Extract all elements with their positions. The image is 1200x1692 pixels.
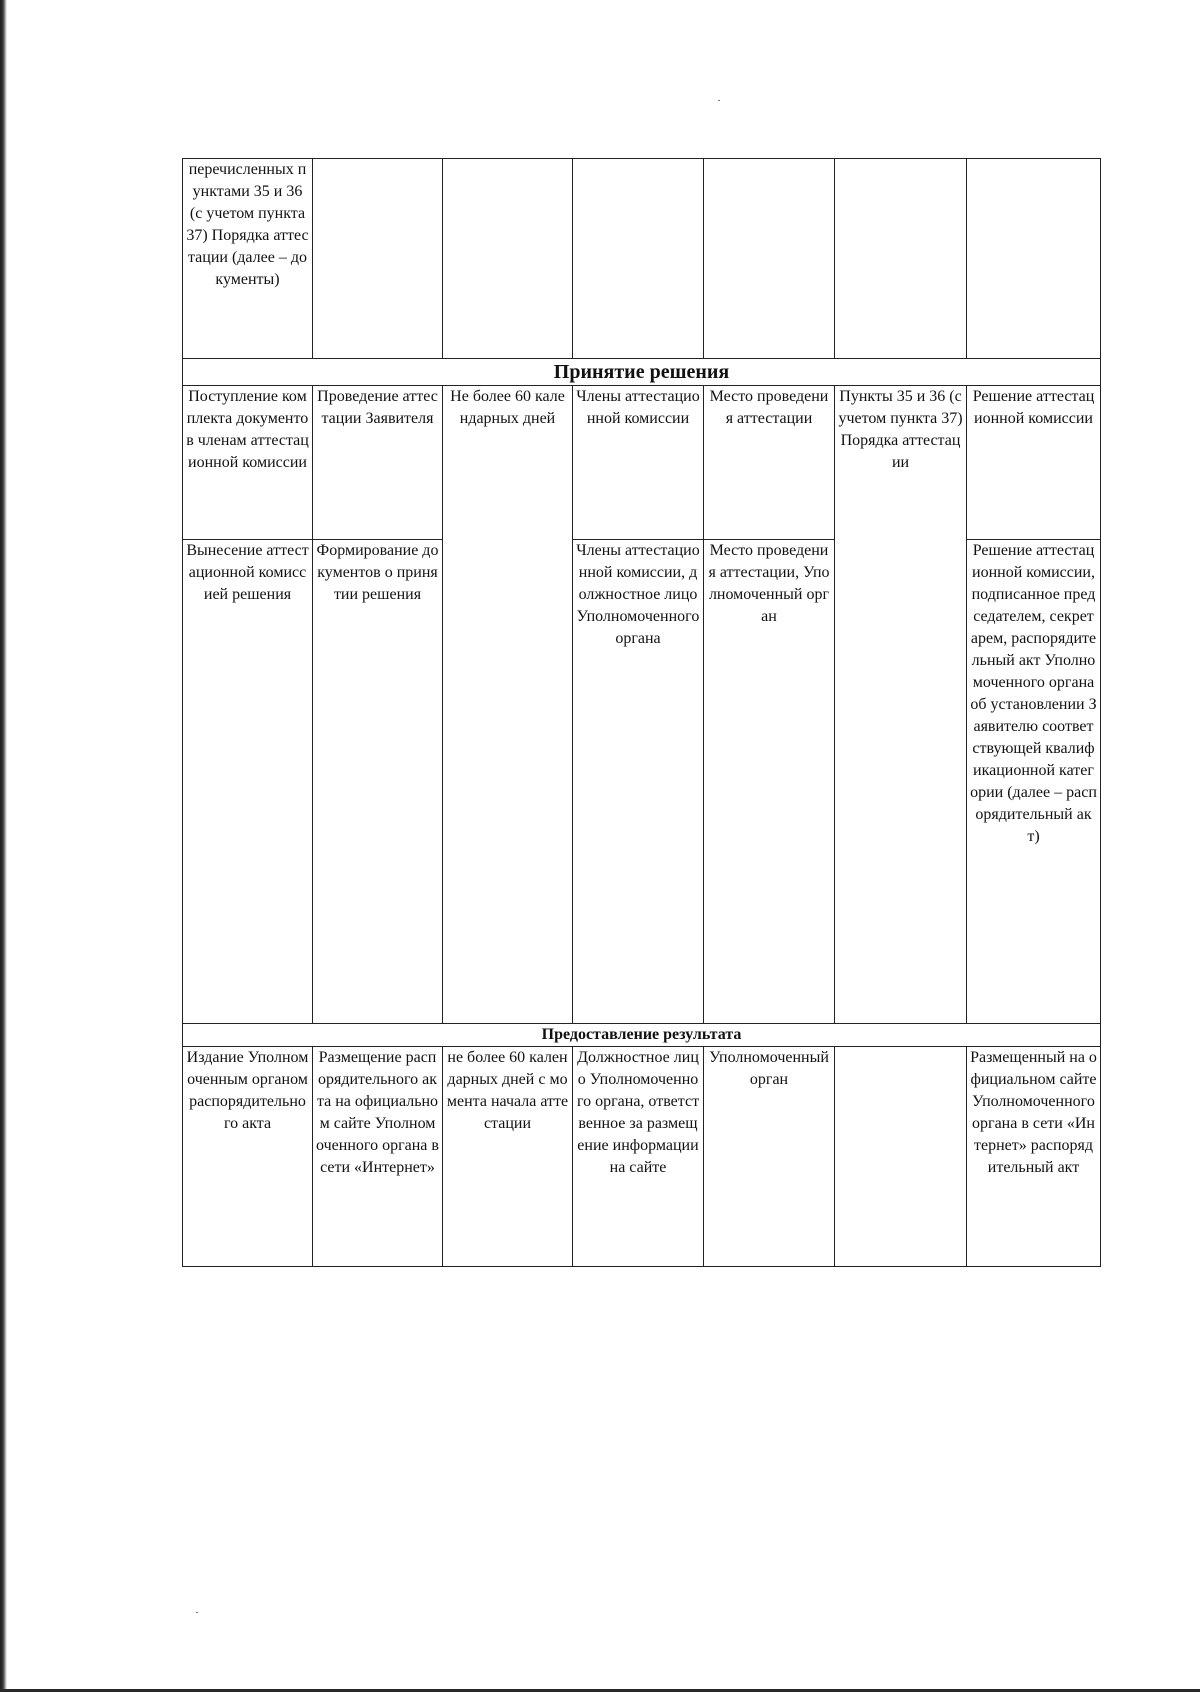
table-cell: Уполномоченный орган (704, 1047, 835, 1267)
table-cell: Решение аттестационной комиссии (967, 386, 1101, 540)
table-cell (313, 159, 443, 359)
table-cell: Не более 60 календарных дней (443, 386, 573, 1024)
table-cell: Должностное лицо Уполномоченного органа, ответственное за размещение информации на сайте (573, 1047, 704, 1267)
table-row (183, 386, 1101, 540)
scan-left-edge (0, 0, 7, 1692)
table-cell: Члены аттестационной комиссии, должностное лицо Уполномоченного органа (573, 540, 704, 1024)
table-cell: Поступление комплекта документов членам аттестационной комиссии (183, 386, 313, 540)
table-cell: Члены аттестационной комиссии (573, 386, 704, 540)
table-cell (835, 159, 967, 359)
scan-speck (196, 1612, 198, 1613)
table-cell: Проведение аттестации Заявителя (313, 386, 443, 540)
table-cell: Издание Уполномоченным органом распорядительного акта (183, 1047, 313, 1267)
table-cell: Вынесение аттестационной комиссией решения (183, 540, 313, 1024)
table-cell: Место проведения аттестации (704, 386, 835, 540)
table-cell: Пункты 35 и 36 (с учетом пункта 37) Порядка аттестации (835, 386, 967, 1024)
table-cell (704, 159, 835, 359)
table-row (183, 159, 1101, 359)
table-cell (835, 1047, 967, 1267)
table-cell: перечисленных пунктами 35 и 36 (с учетом пункта 37) Порядка аттестации (далее – документы) (183, 159, 313, 359)
procedure-table (182, 158, 1101, 1267)
table-cell: не более 60 календарных дней с момента начала аттестации (443, 1047, 573, 1267)
table-cell (573, 159, 704, 359)
section-header-row (183, 359, 1101, 386)
section-header-row (183, 1024, 1101, 1047)
table-cell (967, 159, 1101, 359)
table-cell (443, 159, 573, 359)
section-title-decision: Принятие решения (183, 359, 1101, 386)
table-cell: Размещенный на официальном сайте Уполномоченного органа в сети «Интернет» распорядительный акт (967, 1047, 1101, 1267)
scan-speck (718, 100, 720, 101)
section-title-result: Предоставление результата (183, 1024, 1101, 1047)
table-cell: Место проведения аттестации, Уполномоченный орган (704, 540, 835, 1024)
table-cell: Решение аттестационной комиссии, подписанное председателем, секретарем, распорядительный акт Уполномоченного органа об установлении Заявителю соответствующей квалификационной категории (далее – распорядительный акт) (967, 540, 1101, 1024)
table-cell: Формирование документов о принятии решения (313, 540, 443, 1024)
table-cell: Размещение распорядительного акта на официальном сайте Уполномоченного органа в сети «Интернет» (313, 1047, 443, 1267)
table-row (183, 1047, 1101, 1267)
